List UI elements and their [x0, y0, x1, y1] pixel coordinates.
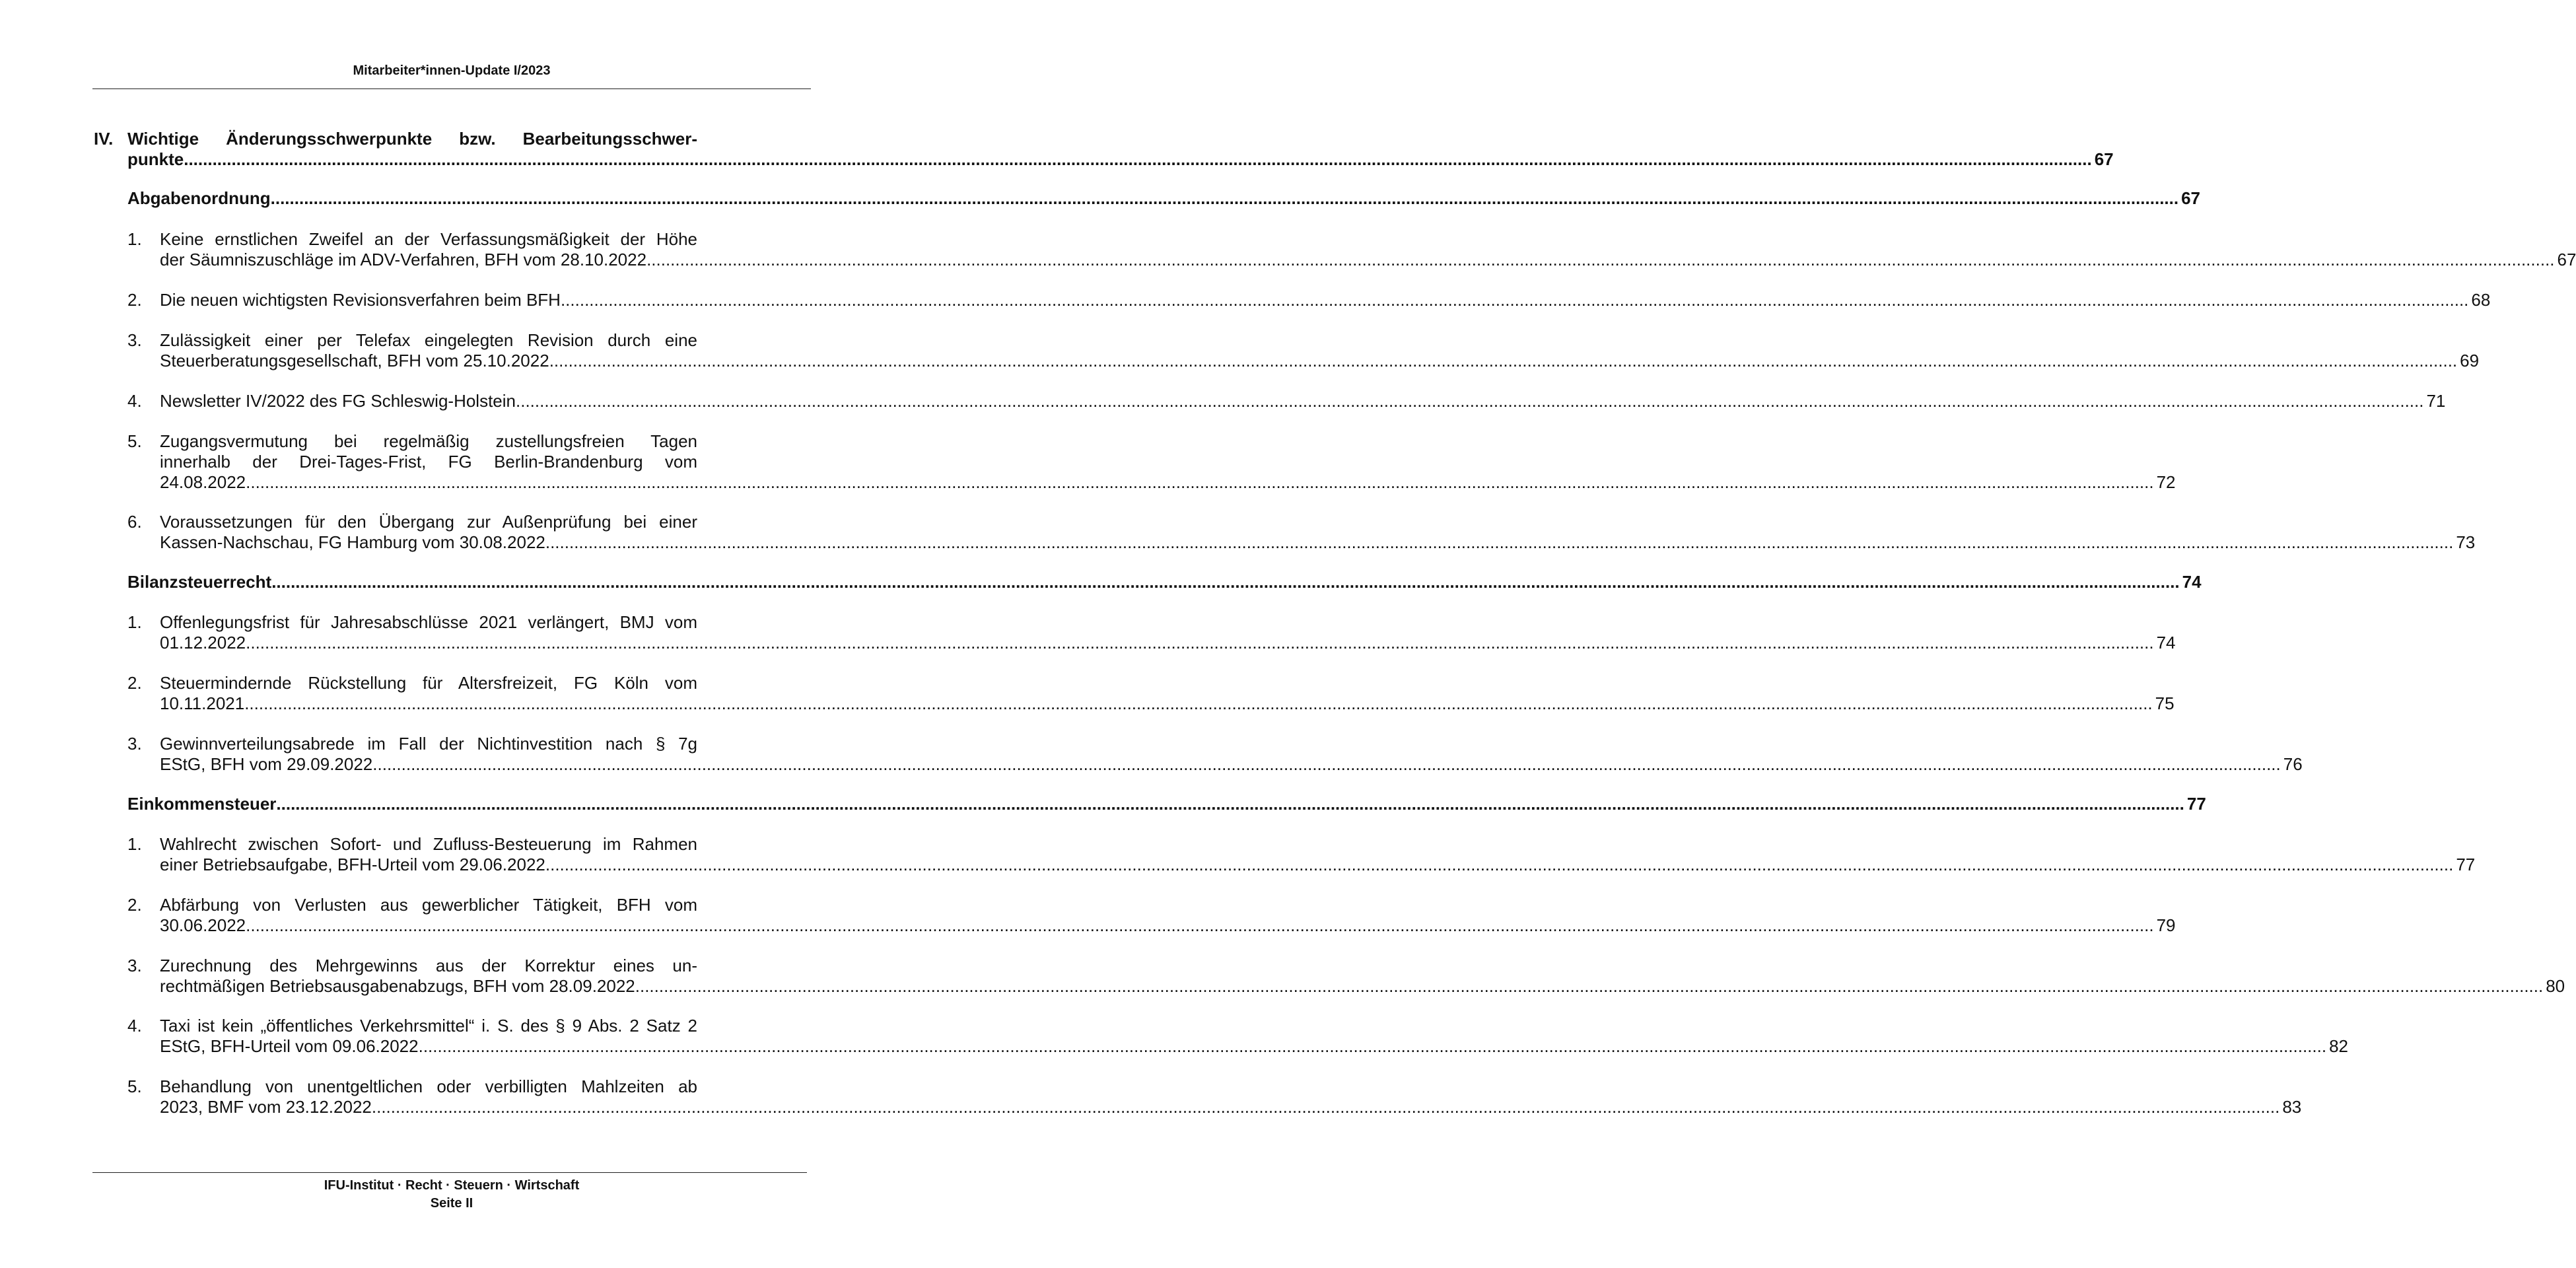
toc-entry-number: 6.: [127, 512, 142, 532]
toc-entry-title-line: Keine ernstlichen Zweifel an der Verfassungsmäßigkeit der Höhe: [160, 229, 697, 249]
toc-entry-title-line: Kassen-Nachschau, FG Hamburg vom 30.08.2022: [160, 532, 545, 552]
toc-dot-leader: ................................................................................................................................................................................................................................................................................................................................................................................................................: [371, 1097, 2280, 1117]
toc-entry-title-line: rechtmäßigen Betriebsausgabenabzugs, BFH vom 28.09.2022: [160, 976, 635, 996]
toc-entry-title-line: Zurechnung des Mehrgewinns aus der Korrektur eines un-: [160, 956, 697, 975]
toc-entry-title-line: Die neuen wichtigsten Revisionsverfahren beim BFH: [160, 290, 561, 310]
toc-page-number: 75: [2155, 693, 2175, 713]
toc-entry-title-line: Taxi ist kein „öffentliches Verkehrsmittel“ i. S. des § 9 Abs. 2 Satz 2: [160, 1016, 697, 1036]
toc-entry-title-line: 10.11.2021: [160, 693, 245, 713]
toc-dot-leader: ................................................................................................................................................................................................................................................................................................................................................................................................................: [372, 754, 2281, 774]
toc-entry-title-line: 30.06.2022: [160, 915, 246, 935]
toc-entry-title-line: Abfärbung von Verlusten aus gewerblicher Tätigkeit, BFH vom: [160, 895, 697, 915]
toc-entry-number: 1.: [127, 612, 142, 632]
toc-entry-title-line: Zugangsvermutung bei regelmäßig zustellungsfreien Tagen: [160, 431, 697, 451]
toc-page-number: 82: [2329, 1036, 2348, 1056]
toc-entry-number: 2.: [127, 673, 142, 693]
toc-entry-title-line: Zulässigkeit einer per Telefax eingelegten Revision durch eine: [160, 330, 697, 350]
toc-dot-leader: ................................................................................................................................................................................................................................................................................................................................................................................................................: [184, 149, 2092, 169]
toc-entry-title-line: Gewinnverteilungsabrede im Fall der Nichtinvestition nach § 7g: [160, 734, 697, 754]
toc-dot-leader: ................................................................................................................................................................................................................................................................................................................................................................................................................: [246, 915, 2154, 935]
toc-entry-title-line: punkte: [127, 149, 184, 169]
toc-entry-title-line: Steuermindernde Rückstellung für Altersfreizeit, FG Köln vom: [160, 673, 697, 693]
toc-page-number: 73: [2456, 532, 2476, 552]
toc-entry-number: 3.: [127, 956, 142, 975]
toc-page-number: 77: [2186, 794, 2206, 814]
toc-page-number: 80: [2546, 976, 2565, 996]
toc-dot-leader: ................................................................................................................................................................................................................................................................................................................................................................................................................: [549, 351, 2458, 370]
toc-entry-number: 2.: [127, 290, 142, 310]
toc-dot-leader: ................................................................................................................................................................................................................................................................................................................................................................................................................: [646, 250, 2555, 269]
footer-page-number: Seite II: [430, 1196, 473, 1211]
toc-entry-title-line: Behandlung von unentgeltlichen oder verbilligten Mahlzeiten ab: [160, 1076, 697, 1096]
page-footer: [92, 1177, 811, 1213]
toc-dot-leader: ................................................................................................................................................................................................................................................................................................................................................................................................................: [516, 391, 2424, 411]
toc-page-number: 67: [2094, 149, 2114, 169]
toc-page-number: 69: [2460, 351, 2480, 370]
toc-page-number: 67: [2181, 188, 2201, 208]
toc-entry-number: IV.: [94, 129, 114, 149]
toc-entry-number: 3.: [127, 734, 142, 754]
footer-institute: IFU-Institut · Recht · Steuern · Wirtschaft: [324, 1178, 580, 1193]
toc-entry-number: 1.: [127, 834, 142, 854]
toc-entry-title-line: Abgabenordnung: [127, 188, 271, 208]
toc-dot-leader: ................................................................................................................................................................................................................................................................................................................................................................................................................: [545, 532, 2454, 552]
toc-page-number: 71: [2426, 391, 2446, 411]
toc-entry-title-line: Steuerberatungsgesellschaft, BFH vom 25.10.2022: [160, 351, 549, 370]
toc-entry-title-line: innerhalb der Drei-Tages-Frist, FG Berlin-Brandenburg vom: [160, 452, 697, 472]
toc-entry-number: 5.: [127, 431, 142, 451]
toc-page-number: 83: [2282, 1097, 2302, 1117]
toc-dot-leader: ................................................................................................................................................................................................................................................................................................................................................................................................................: [276, 794, 2184, 814]
toc-entry-title-line: Wichtige Änderungsschwerpunkte bzw. Bearbeitungsschwer-: [127, 129, 697, 149]
toc-page-number: 72: [2156, 472, 2176, 492]
toc-entry-title-line: der Säumniszuschläge im ADV-Verfahren, BFH vom 28.10.2022: [160, 250, 647, 269]
toc-dot-leader: ................................................................................................................................................................................................................................................................................................................................................................................................................: [635, 976, 2544, 996]
toc-dot-leader: ................................................................................................................................................................................................................................................................................................................................................................................................................: [244, 693, 2153, 713]
toc-entry-number: 1.: [127, 229, 142, 249]
toc-page-number: 68: [2471, 290, 2491, 310]
toc-entry-title-line: EStG, BFH-Urteil vom 09.06.2022: [160, 1036, 419, 1056]
toc-entry-title-line: Newsletter IV/2022 des FG Schleswig-Holstein: [160, 391, 516, 411]
toc-entry-title-line: 2023, BMF vom 23.12.2022: [160, 1097, 372, 1117]
toc-page-number: 67: [2557, 250, 2576, 269]
toc-entry-title-line: 24.08.2022: [160, 472, 246, 492]
toc-page-number: 74: [2182, 572, 2202, 592]
toc-entry-number: 4.: [127, 391, 142, 411]
toc-entry-number: 4.: [127, 1016, 142, 1036]
toc-entry-title-line: Einkommensteuer: [127, 794, 277, 814]
toc-dot-leader: ................................................................................................................................................................................................................................................................................................................................................................................................................: [560, 290, 2469, 310]
toc-entry-number: 5.: [127, 1076, 142, 1096]
footer-rule: [92, 1172, 807, 1173]
toc-dot-leader: ................................................................................................................................................................................................................................................................................................................................................................................................................: [418, 1036, 2327, 1056]
toc-entry-title-line: EStG, BFH vom 29.09.2022: [160, 754, 373, 774]
toc-entry-title-line: Voraussetzungen für den Übergang zur Außenprüfung bei einer: [160, 512, 697, 532]
toc-entry-title-line: Wahlrecht zwischen Sofort- und Zufluss-Besteuerung im Rahmen: [160, 834, 697, 854]
toc-entry-title-line: einer Betriebsaufgabe, BFH-Urteil vom 29.06.2022: [160, 855, 545, 874]
toc-entry-title-line: Offenlegungsfrist für Jahresabschlüsse 2021 verlängert, BMJ vom: [160, 612, 697, 632]
toc-entry-title-line: 01.12.2022: [160, 633, 246, 652]
toc-dot-leader: ................................................................................................................................................................................................................................................................................................................................................................................................................: [271, 572, 2180, 592]
toc-page-number: 74: [2156, 633, 2176, 652]
toc-entry-number: 3.: [127, 330, 142, 350]
toc-dot-leader: ................................................................................................................................................................................................................................................................................................................................................................................................................: [545, 855, 2454, 874]
toc-page-number: 79: [2156, 915, 2176, 935]
toc-entry-title-line: Bilanzsteuerrecht: [127, 572, 272, 592]
toc-page-number: 76: [2283, 754, 2303, 774]
toc-entry-number: 2.: [127, 895, 142, 915]
page-header: Mitarbeiter*innen-Update I/2023: [353, 63, 551, 78]
toc-page-number: 77: [2456, 855, 2476, 874]
toc-dot-leader: ................................................................................................................................................................................................................................................................................................................................................................................................................: [270, 188, 2179, 208]
toc-dot-leader: ................................................................................................................................................................................................................................................................................................................................................................................................................: [246, 472, 2154, 492]
header-rule: [92, 88, 811, 89]
toc-dot-leader: ................................................................................................................................................................................................................................................................................................................................................................................................................: [246, 633, 2154, 652]
